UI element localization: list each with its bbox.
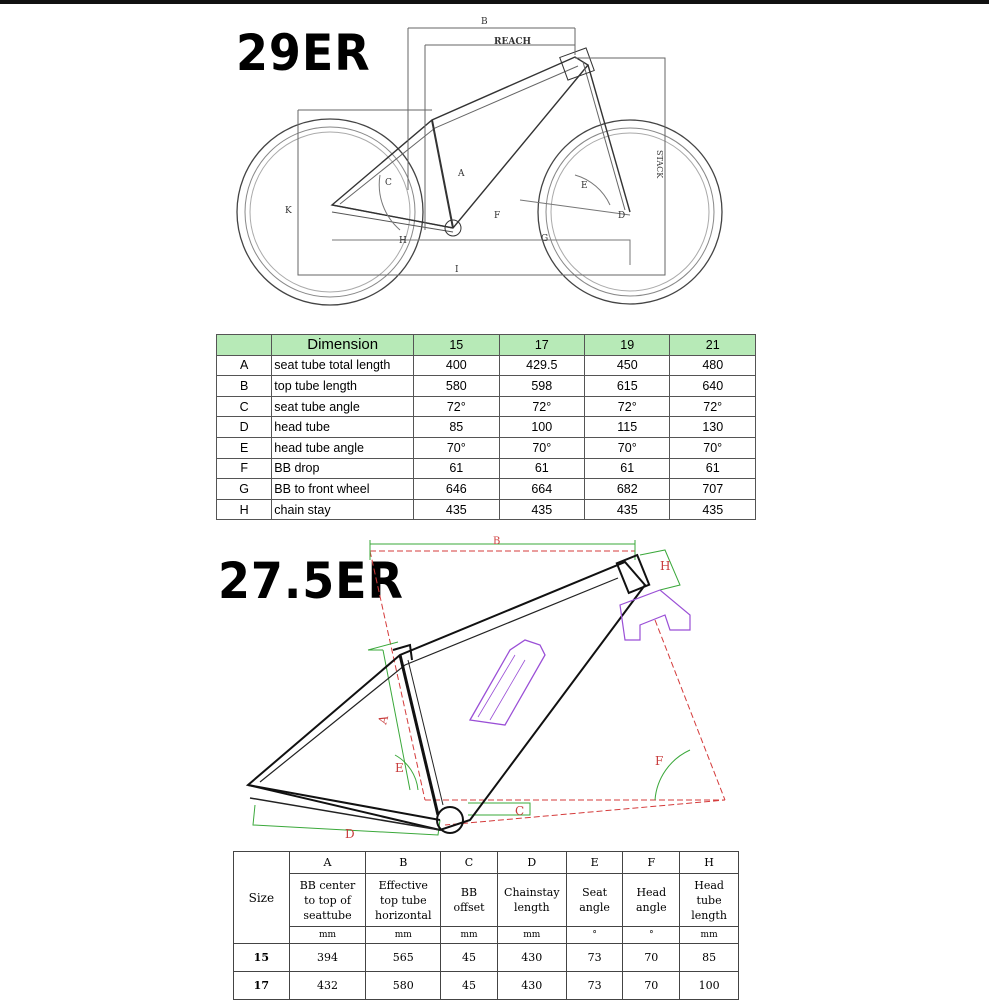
cell: 394: [289, 944, 366, 972]
col-letter: B: [366, 852, 441, 874]
row-key: D: [217, 417, 272, 438]
col-unit: mm: [497, 927, 566, 944]
cell: 45: [441, 972, 498, 1000]
table-row: [217, 458, 756, 479]
cell: 45: [441, 944, 498, 972]
cell: 429.5: [499, 355, 584, 376]
desc-line: angle: [635, 901, 667, 914]
row-name: chain stay: [272, 499, 414, 520]
label-d: D: [345, 827, 355, 841]
col-description: [680, 874, 739, 927]
row-key: H: [217, 499, 272, 520]
title-275er: 27.5ER: [218, 552, 404, 610]
col-unit: mm: [441, 927, 498, 944]
label-reach: REACH: [494, 37, 531, 47]
desc-line: length: [691, 908, 727, 922]
desc-line: to top of: [304, 893, 351, 907]
table-row: [217, 417, 756, 438]
desc-line: angle: [579, 901, 610, 914]
table-row: [234, 972, 739, 1000]
header-size: 19: [585, 335, 670, 356]
table-letter-row: [234, 852, 739, 874]
header-dimension: Dimension: [272, 335, 414, 356]
col-description: [289, 874, 366, 927]
label-e: E: [395, 761, 404, 775]
col-letter: C: [441, 852, 498, 874]
col-description: [497, 874, 566, 927]
row-key: B: [217, 376, 272, 397]
table-description-row: [234, 874, 739, 927]
cell: 100: [499, 417, 584, 438]
table-unit-row: [234, 927, 739, 944]
label-f: F: [655, 754, 664, 768]
label-b: B: [481, 17, 488, 27]
label-f: F: [494, 211, 501, 221]
col-unit: mm: [366, 927, 441, 944]
row-key: F: [217, 458, 272, 479]
label-h: H: [660, 559, 671, 573]
desc-line: offset: [453, 901, 485, 914]
row-name: BB drop: [272, 458, 414, 479]
table-row: [217, 437, 756, 458]
row-key: C: [217, 396, 272, 417]
table-header-row: [217, 335, 756, 356]
col-letter: E: [566, 852, 623, 874]
desc-line: horizontal: [375, 908, 432, 922]
desc-line: length: [513, 901, 550, 914]
cell: 72°: [585, 396, 670, 417]
cell: 70°: [670, 437, 756, 458]
desc-line: Seat: [582, 886, 608, 899]
row-name: seat tube angle: [272, 396, 414, 417]
cell: 70°: [414, 437, 499, 458]
col-description: [566, 874, 623, 927]
cell: 682: [585, 479, 670, 500]
diagram-275er: [0, 530, 989, 850]
col-unit: mm: [680, 927, 739, 944]
label-a: A: [375, 713, 392, 726]
row-key: A: [217, 355, 272, 376]
label-d: D: [618, 211, 626, 221]
desc-line: Head: [694, 878, 724, 892]
label-b: B: [493, 536, 501, 547]
cell: 61: [585, 458, 670, 479]
table-row: [217, 396, 756, 417]
header-size: 15: [414, 335, 499, 356]
row-size: 15: [234, 944, 290, 972]
row-name: top tube length: [272, 376, 414, 397]
cell: 646: [414, 479, 499, 500]
header-size: 21: [670, 335, 756, 356]
label-c: C: [385, 178, 392, 188]
cell: 85: [680, 944, 739, 972]
row-size: 17: [234, 972, 290, 1000]
cell: 580: [414, 376, 499, 397]
col-unit: mm: [289, 927, 366, 944]
cell: 435: [585, 499, 670, 520]
cell: 70: [623, 972, 680, 1000]
cell: 70°: [499, 437, 584, 458]
col-description: [441, 874, 498, 927]
cell: 430: [497, 972, 566, 1000]
cell: 435: [670, 499, 756, 520]
col-description: [623, 874, 680, 927]
diagram-29er: [0, 0, 989, 330]
col-unit: °: [566, 927, 623, 944]
cell: 70°: [585, 437, 670, 458]
cell: 480: [670, 355, 756, 376]
cell: 72°: [499, 396, 584, 417]
col-description: [366, 874, 441, 927]
header-blank: [217, 335, 272, 356]
cell: 73: [566, 944, 623, 972]
cell: 85: [414, 417, 499, 438]
label-i: I: [455, 265, 459, 275]
table-row: [217, 376, 756, 397]
cell: 61: [499, 458, 584, 479]
frame-275er: [248, 562, 645, 830]
cell: 72°: [414, 396, 499, 417]
cell: 435: [414, 499, 499, 520]
label-stack: STACK: [655, 150, 664, 179]
header-size: 17: [499, 335, 584, 356]
cell: 598: [499, 376, 584, 397]
label-e: E: [581, 181, 588, 191]
desc-line: Effective: [378, 878, 428, 892]
row-name: BB to front wheel: [272, 479, 414, 500]
col-letter: D: [497, 852, 566, 874]
geometry-table-29er: [216, 334, 756, 520]
row-name: head tube: [272, 417, 414, 438]
size-header: Size: [234, 852, 290, 944]
col-letter: H: [680, 852, 739, 874]
table-row: [217, 499, 756, 520]
desc-line: seattube: [303, 908, 352, 922]
desc-line: top tube: [379, 893, 427, 907]
row-key: G: [217, 479, 272, 500]
label-k: K: [285, 206, 292, 216]
cell: 61: [670, 458, 756, 479]
cell: 430: [497, 944, 566, 972]
col-letter: F: [623, 852, 680, 874]
row-key: E: [217, 437, 272, 458]
cell: 565: [366, 944, 441, 972]
cell: 435: [499, 499, 584, 520]
row-name: head tube angle: [272, 437, 414, 458]
row-name: seat tube total length: [272, 355, 414, 376]
desc-line: Chainstay: [504, 886, 560, 899]
desc-line: BB: [460, 886, 478, 899]
cell: 432: [289, 972, 366, 1000]
geometry-table-275er: [233, 851, 739, 1000]
cell: 70: [623, 944, 680, 972]
rear-wheel: [237, 119, 423, 305]
table-row: [217, 355, 756, 376]
title-29er: 29ER: [236, 24, 371, 82]
cell: 640: [670, 376, 756, 397]
cell: 130: [670, 417, 756, 438]
cell: 707: [670, 479, 756, 500]
cell: 72°: [670, 396, 756, 417]
cell: 615: [585, 376, 670, 397]
label-g: G: [541, 234, 549, 244]
cell: 664: [499, 479, 584, 500]
label-c: C: [515, 804, 525, 818]
cell: 115: [585, 417, 670, 438]
desc-line: tube: [696, 893, 722, 907]
table-row: [234, 944, 739, 972]
cell: 400: [414, 355, 499, 376]
cell: 73: [566, 972, 623, 1000]
col-unit: °: [623, 927, 680, 944]
desc-line: BB center: [299, 878, 356, 892]
label-h: H: [399, 236, 407, 246]
col-letter: A: [289, 852, 366, 874]
table-row: [217, 479, 756, 500]
desc-line: Head: [636, 886, 667, 899]
cell: 580: [366, 972, 441, 1000]
cell: 450: [585, 355, 670, 376]
cell: 61: [414, 458, 499, 479]
cell: 100: [680, 972, 739, 1000]
label-a: A: [458, 169, 465, 179]
